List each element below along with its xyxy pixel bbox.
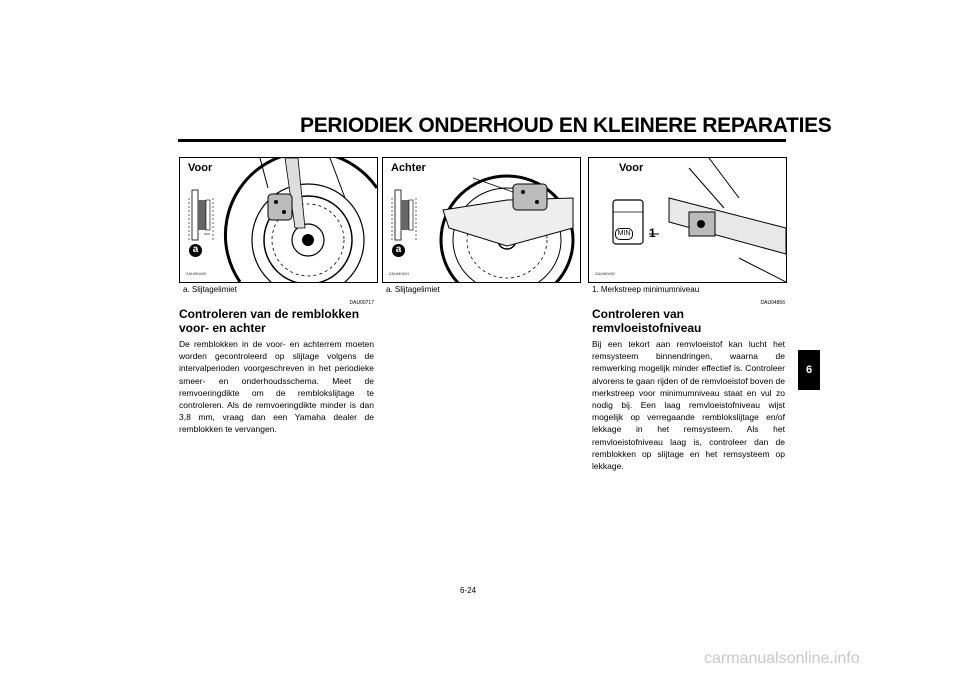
rear-brake-caption: a. Slijtagelimiet [386,285,440,294]
watermark: carmanualsonline.info [704,650,860,667]
figure-label: Voor [619,162,644,174]
front-brake-illustration [180,158,377,282]
section-ref-code: DAU04856 [760,300,785,306]
front-brake-figure [179,157,378,283]
section-heading: Controleren van remvloeistofniveau [592,307,702,335]
section-body: De remblokken in de voor- en achterrem moeten worden gecontroleerd op slijtage volgens de intervalperioden voorgeschreven in het periodieke smeer- en onderhoudsschema. Meet de remvoeringdikte om de remblokslijtage te controleren. Als de remvoeringdikte minder is dan 3,8 mm, vraag dan een Yamaha dealer de remblokken te vervangen. [179,339,374,435]
page-title: PERIODIEK ONDERHOUD EN KLEINERE REPARATIES [300,114,832,137]
callout-number: 1 [649,226,656,240]
chapter-tab: 6 [798,350,820,390]
rear-brake-illustration [383,158,580,282]
rear-brake-figure [382,157,581,283]
figure-label: Achter [391,162,426,174]
figure-code: ZAUM0401 [389,271,410,276]
page-number: 6-24 [460,586,477,595]
front-brake-caption: a. Slijtagelimiet [183,285,237,294]
figure-code: ZAUM0402 [595,271,616,276]
brake-fluid-caption: 1. Merkstreep minimumniveau [592,285,700,294]
wear-limit-marker: a [189,244,202,257]
brake-fluid-illustration [589,158,786,282]
wear-limit-marker: a [392,244,405,257]
figure-label: Voor [188,162,213,174]
section-heading: Controleren van de remblokken voor- en achter [179,307,360,335]
section-ref-code: DAU00717 [349,300,374,306]
figure-code: ZAUM0400 [186,271,207,276]
brake-fluid-figure [588,157,787,283]
header-rule [178,139,786,142]
min-level-mark: MIN [615,228,633,240]
section-body: Bij een tekort aan remvloeistof kan lucht het remsysteem binnendringen, waarna de remwerking mogelijk minder effectief is. Controleer alvorens te gaan rijden of de remvloeistof boven de merkstreep voor minimumniveau staat en vul zo nodig bij. Een laag remvloeistofniveau wijst mogelijk op verregaande remblokslijtage en/of lekkage in het remsysteem. Als het remvloeistofniveau laag is, controleer dan de remblokken op slijtage en het remsysteem op lekkage. [592,339,785,472]
